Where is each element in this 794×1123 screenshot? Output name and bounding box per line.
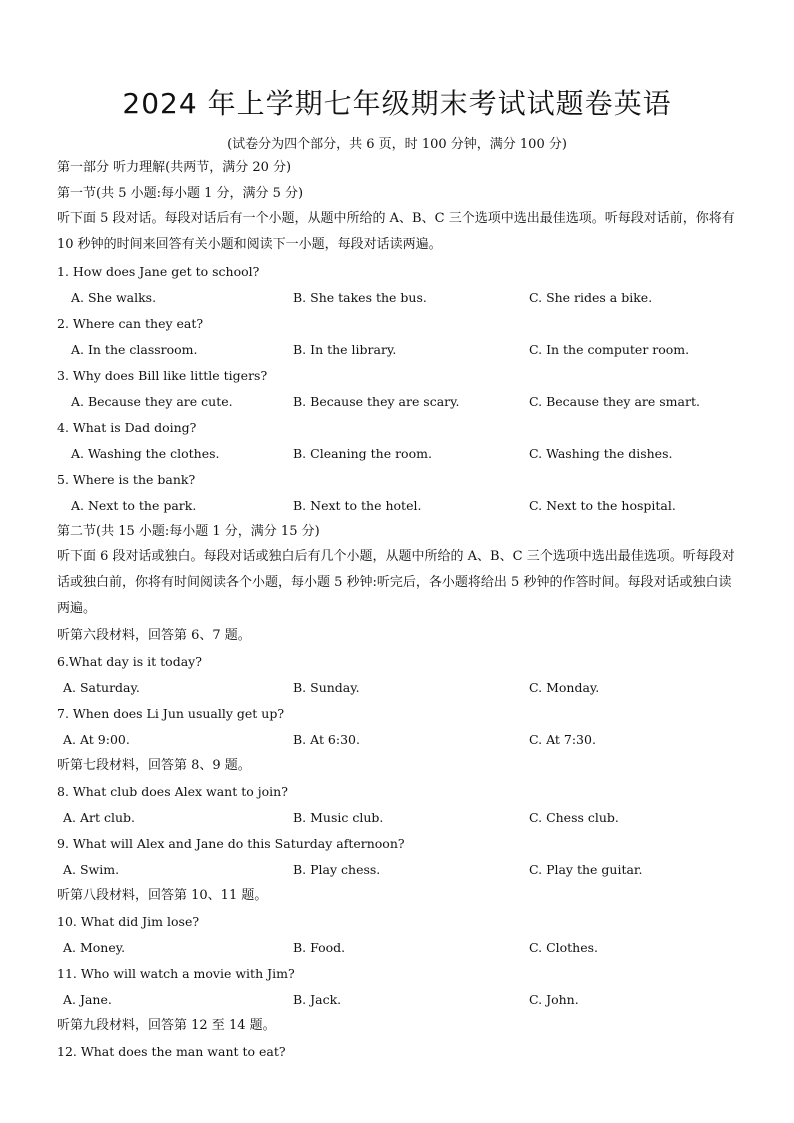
q3-option-c: C. Because they are smart.	[529, 394, 700, 409]
question-8: 8. What club does Alex want to join?	[57, 784, 288, 799]
q1-option-c: C. She rides a bike.	[529, 290, 653, 305]
q6-option-c: C. Monday.	[529, 680, 600, 695]
q10-option-b: B. Food.	[293, 940, 346, 955]
q9-option-c: C. Play the guitar.	[529, 862, 643, 877]
section1-instructions: 听下面 5 段对话。每段对话后有一个小题，从题中所给的 A、B、C 三个选项中选出最佳选项。听每段对话前，你将有 10 秒钟的时间来回答有关小题和阅读下一小题，每段对话读两遍。	[57, 211, 735, 252]
question-4: 4. What is Dad doing?	[57, 420, 197, 435]
section2-heading: 第二节(共 15 小题:每小题 1 分，满分 15 分)	[57, 524, 320, 539]
q6-option-a: A. Saturday.	[63, 680, 140, 695]
q11-option-c: C. John.	[529, 992, 579, 1007]
question-5: 5. Where is the bank?	[57, 472, 196, 487]
q5-option-c: C. Next to the hospital.	[529, 498, 676, 513]
question-1: 1. How does Jane get to school?	[57, 264, 260, 279]
q11-option-b: B. Jack.	[293, 992, 342, 1007]
q9-option-b: B. Play chess.	[293, 862, 381, 877]
q3-option-b: B. Because they are scary.	[293, 394, 460, 409]
page-title: 2024 年上学期七年级期末考试试题卷英语	[122, 87, 672, 120]
question-9: 9. What will Alex and Jane do this Saturday afternoon?	[57, 836, 405, 851]
q11-option-a: A. Jane.	[63, 992, 112, 1007]
q10-option-a: A. Money.	[63, 940, 126, 955]
q7-option-c: C. At 7:30.	[529, 732, 596, 747]
q1-option-b: B. She takes the bus.	[293, 290, 427, 305]
material-8-prompt: 听第八段材料，回答第 10、11 题。	[57, 888, 268, 903]
material-9-prompt: 听第九段材料，回答第 12 至 14 题。	[57, 1018, 276, 1033]
q8-option-c: C. Chess club.	[529, 810, 619, 825]
q6-option-b: B. Sunday.	[293, 680, 360, 695]
q5-option-b: B. Next to the hotel.	[293, 498, 422, 513]
q7-option-b: B. At 6:30.	[293, 732, 360, 747]
exam-subtitle: (试卷分为四个部分，共 6 页，时 100 分钟，满分 100 分)	[227, 137, 567, 152]
question-3: 3. Why does Bill like little tigers?	[57, 368, 268, 383]
q4-option-c: C. Washing the dishes.	[529, 446, 673, 461]
q5-option-a: A. Next to the park.	[71, 498, 197, 513]
q2-option-c: C. In the computer room.	[529, 342, 690, 357]
question-11: 11. Who will watch a movie with Jim?	[57, 966, 295, 981]
q7-option-a: A. At 9:00.	[63, 732, 130, 747]
question-2: 2. Where can they eat?	[57, 316, 204, 331]
question-6: 6.What day is it today?	[57, 654, 202, 669]
part1-heading: 第一部分 听力理解(共两节，满分 20 分)	[57, 160, 292, 175]
q10-option-c: C. Clothes.	[529, 940, 599, 955]
q4-option-a: A. Washing the clothes.	[71, 446, 220, 461]
q2-option-a: A. In the classroom.	[71, 342, 198, 357]
question-12: 12. What does the man want to eat?	[57, 1044, 286, 1059]
q3-option-a: A. Because they are cute.	[71, 394, 233, 409]
q8-option-b: B. Music club.	[293, 810, 384, 825]
question-10: 10. What did Jim lose?	[57, 914, 200, 929]
material-6-prompt: 听第六段材料，回答第 6、7 题。	[57, 628, 251, 643]
section1-heading: 第一节(共 5 小题:每小题 1 分，满分 5 分)	[57, 186, 304, 201]
q2-option-b: B. In the library.	[293, 342, 397, 357]
question-7: 7. When does Li Jun usually get up?	[57, 706, 285, 721]
q8-option-a: A. Art club.	[63, 810, 135, 825]
material-7-prompt: 听第七段材料，回答第 8、9 题。	[57, 758, 251, 773]
section2-instructions: 听下面 6 段对话或独白。每段对话或独白后有几个小题，从题中所给的 A、B、C 三个选项中选出最佳选项。听每段对话或独白前，你将有时间阅读各个小题，每小题 5 秒钟:听完后，各小题将给出 5 秒钟的作答时间。每段对话或独白读两遍。	[57, 549, 735, 616]
q4-option-b: B. Cleaning the room.	[293, 446, 432, 461]
q9-option-a: A. Swim.	[63, 862, 120, 877]
q1-option-a: A. She walks.	[71, 290, 157, 305]
